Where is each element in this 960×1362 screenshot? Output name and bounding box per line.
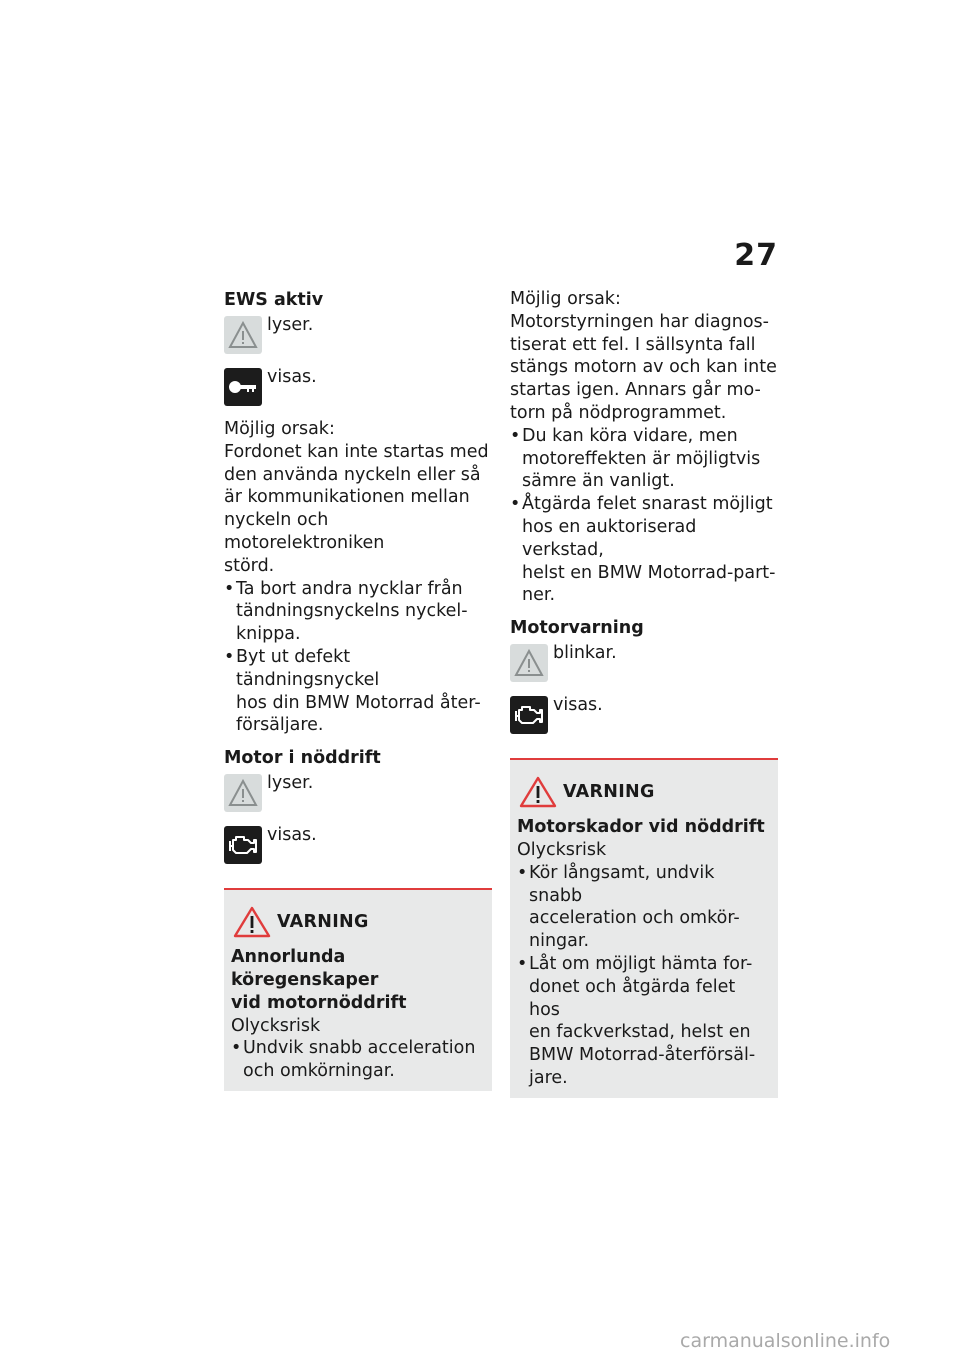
list-item: • Åtgärda felet snarast möjligt hos en auktoriserad verkstad, helst en BMW Motorrad-part- ner. [510, 493, 778, 607]
cause-line: startas igen. Annars går mo- [510, 380, 761, 401]
warning-title: VARNING [277, 912, 369, 933]
warning-risk: Olycksrisk [517, 839, 607, 860]
left-column [224, 288, 492, 1091]
indicator-label: lyser. [267, 773, 314, 794]
action-list [224, 578, 492, 738]
indicator-label: blinkar. [553, 643, 617, 664]
cause-line: Motorstyrningen har diagnos- [510, 311, 769, 332]
cause-line: stängs motorn av och kan inte [510, 357, 777, 378]
general-warning-icon [224, 774, 262, 812]
warning-heading: vid motornöddrift [231, 992, 407, 1013]
key-icon [224, 368, 262, 406]
cause-line: störd. [224, 555, 275, 576]
indicator-row [224, 314, 492, 364]
list-item: • Du kan köra vidare, men motoreffekten är möjligtvis sämre än vanligt. [510, 425, 778, 493]
warning-heading: Motorskador vid nöddrift [517, 817, 765, 838]
indicator-row [224, 772, 492, 822]
indicator-row [224, 366, 492, 416]
warning-triangle-icon [233, 906, 271, 938]
warning-heading: Annorlunda köregenskaper [231, 947, 379, 990]
warning-box [224, 888, 492, 1091]
page-number: 27 [734, 238, 778, 273]
list-item: • Undvik snabb acceleration och omkörningar. [231, 1037, 485, 1083]
list-item: • Kör långsamt, undvik snabb acceleration och omkör- ningar. [517, 862, 771, 953]
indicator-row [224, 824, 492, 874]
cause-line: Fordonet kan inte startas med [224, 441, 489, 462]
warning-title: VARNING [563, 782, 655, 803]
list-item: • Ta bort andra nycklar från tändningsnyckelns nyckel- knippa. [224, 578, 492, 646]
section-heading-emergency-mode: Motor i nöddrift [224, 748, 381, 769]
section-heading-ews: EWS aktiv [224, 290, 324, 310]
warning-list [517, 862, 771, 1090]
list-item: • Låt om möjligt hämta for- donet och åtgärda felet hos en fackverkstad, helst en BMW Motorrad-återförsäl- jare. [517, 953, 771, 1090]
indicator-label: visas. [267, 367, 317, 387]
list-item: • Byt ut defekt tändningsnyckel hos din BMW Motorrad åter- försäljare. [224, 646, 492, 737]
warning-header [231, 906, 485, 938]
general-warning-icon [510, 644, 548, 682]
general-warning-icon [224, 316, 262, 354]
watermark: carmanualsonline.info [680, 1330, 891, 1352]
cause-line: tiserat ett fel. I sällsynta fall [510, 334, 756, 355]
cause-line: den använda nyckeln eller så [224, 464, 481, 485]
cause-line: är kommunikationen mellan [224, 487, 470, 508]
cause-title: Möjlig orsak: [510, 289, 621, 309]
engine-icon [224, 826, 262, 864]
indicator-row [510, 642, 778, 692]
indicator-label: visas. [553, 695, 603, 716]
action-list [510, 425, 778, 607]
indicator-label: lyser. [267, 315, 314, 335]
cause-line: torn på nödprogrammet. [510, 402, 727, 423]
warning-box [510, 758, 778, 1098]
warning-triangle-icon [519, 776, 557, 808]
cause-title: Möjlig orsak: [224, 419, 335, 439]
cause-line: nyckeln och motorelektroniken [224, 510, 385, 553]
warning-list [231, 1037, 485, 1083]
warning-header [517, 776, 771, 808]
indicator-row [510, 694, 778, 744]
warning-risk: Olycksrisk [231, 1015, 321, 1036]
indicator-label: visas. [267, 825, 317, 846]
engine-icon [510, 696, 548, 734]
right-column [510, 288, 778, 1098]
section-heading-engine-warning: Motorvarning [510, 618, 644, 639]
